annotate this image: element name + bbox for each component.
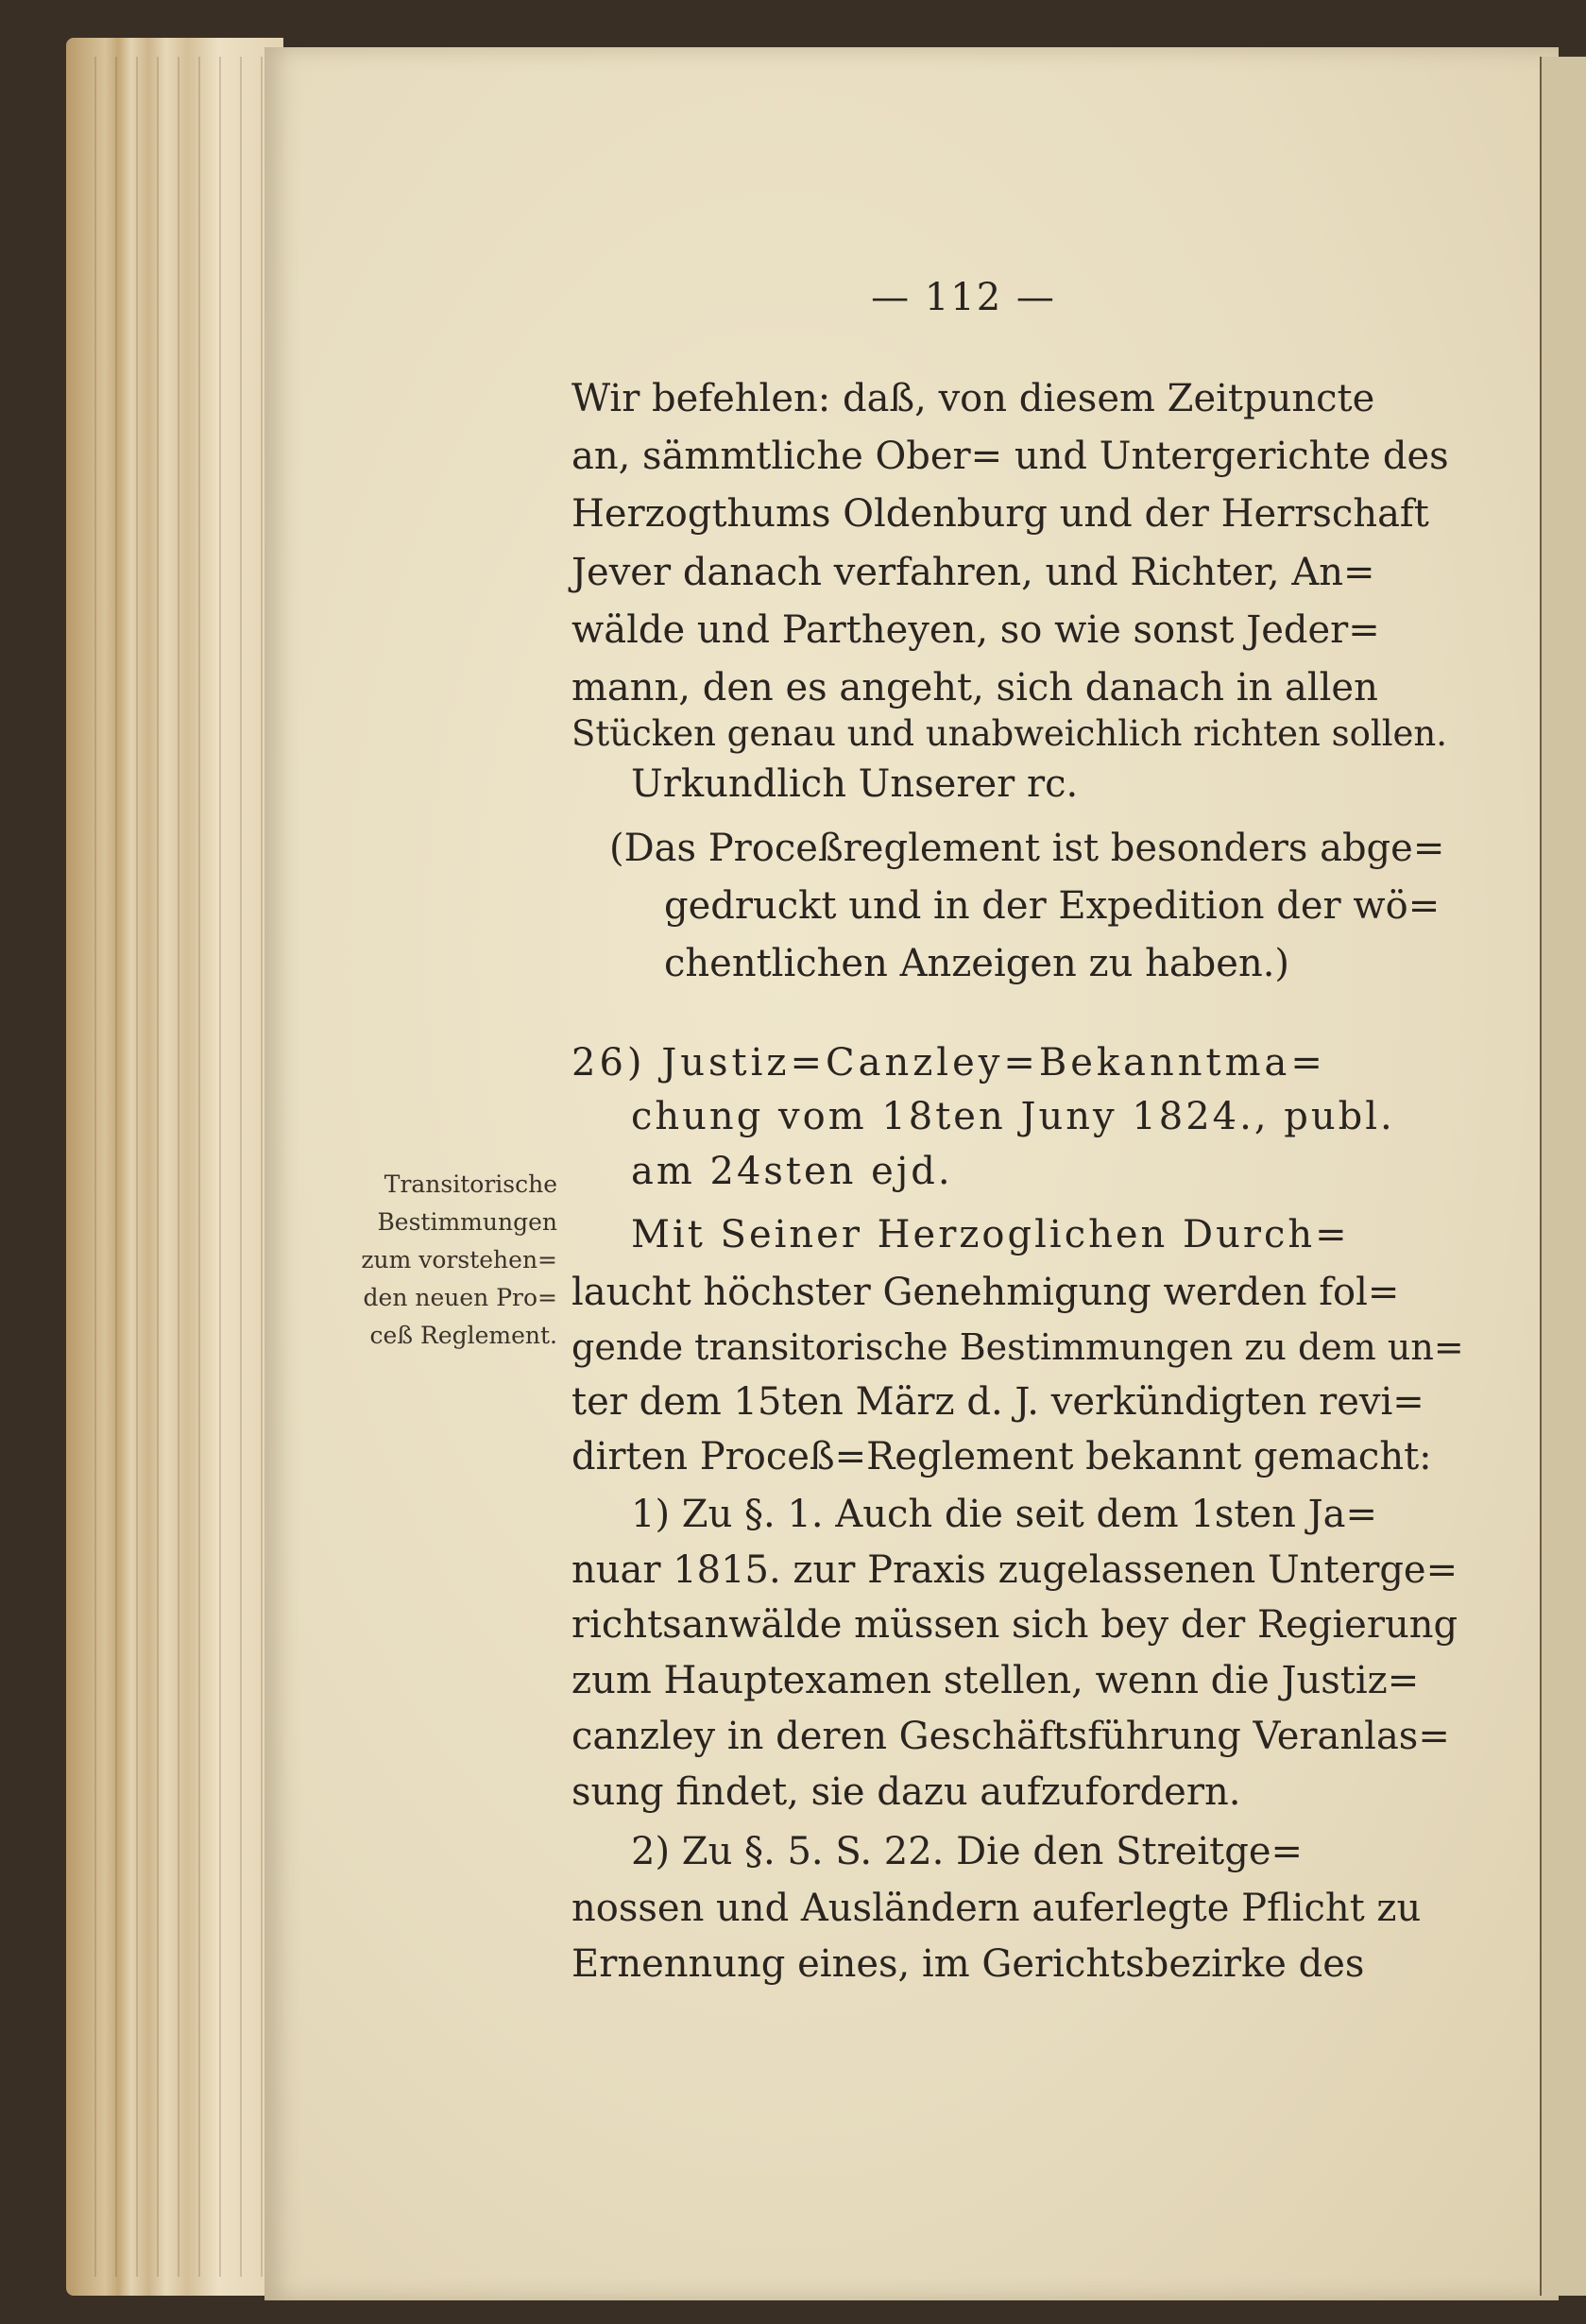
body-line: sung findet, sie dazu aufzufordern.	[571, 1770, 1241, 1814]
body-line: an, sämmtliche Ober= und Untergerichte des	[571, 435, 1449, 478]
margin-note-line: Transitorische	[384, 1171, 557, 1198]
margin-note-line: den neuen Pro=	[363, 1284, 557, 1311]
section-heading: 26) Justiz=Canzley=Bekanntma=	[571, 1041, 1326, 1085]
body-line: zum Hauptexamen stellen, wenn die Justiz=	[571, 1659, 1420, 1702]
page-number: — 112 —	[871, 276, 1056, 319]
body-line: Ernennung eines, im Gerichtsbezirke des	[571, 1942, 1365, 1986]
body-line: Herzogthums Oldenburg und der Herrschaft	[571, 492, 1429, 536]
body-line: 1) Zu §. 1. Auch die seit dem 1sten Ja=	[631, 1493, 1377, 1536]
body-line: nossen und Ausländern auferlegte Pflicht zu	[571, 1887, 1422, 1930]
body-line: (Das Proceßreglement ist besonders abge=	[609, 827, 1445, 870]
body-line: Mit Seiner Herzoglichen Durch=	[631, 1213, 1350, 1256]
body-line: ter dem 15ten März d. J. verkündigten revi=	[571, 1380, 1424, 1424]
body-line: 2) Zu §. 5. S. 22. Die den Streitge=	[631, 1830, 1304, 1873]
body-line: chentlichen Anzeigen zu haben.)	[664, 942, 1290, 985]
body-line: Jever danach verfahren, und Richter, An=	[571, 551, 1375, 594]
section-heading: chung vom 18ten Juny 1824., publ.	[631, 1095, 1395, 1138]
body-line: gedruckt und in der Expedition der wö=	[664, 884, 1441, 928]
body-line: dirten Proceß=Reglement bekannt gemacht:	[571, 1435, 1432, 1478]
body-line: Urkundlich Unserer rc.	[631, 762, 1079, 806]
body-line: Wir befehlen: daß, von diesem Zeitpuncte	[571, 377, 1375, 420]
margin-note-line: zum vorstehen=	[361, 1246, 557, 1273]
margin-note-line: ceß Reglement.	[369, 1322, 557, 1349]
body-line: Stücken genau und unabweichlich richten sollen.	[571, 713, 1448, 754]
body-line: richtsanwälde müssen sich bey der Regierung	[571, 1603, 1458, 1647]
body-line: wälde und Partheyen, so wie sonst Jeder=	[571, 608, 1380, 652]
facing-page-edge	[1540, 57, 1586, 2296]
body-line: mann, den es angeht, sich danach in allen	[571, 666, 1378, 709]
body-line: canzley in deren Geschäftsführung Veranlas=	[571, 1715, 1450, 1758]
stacked-page-edges	[94, 57, 264, 2277]
body-line: nuar 1815. zur Praxis zugelassenen Unterge=	[571, 1548, 1458, 1592]
section-heading: am 24sten ejd.	[631, 1150, 953, 1193]
body-line: gende transitorische Bestimmungen zu dem un=	[571, 1326, 1464, 1368]
body-line: laucht höchster Genehmigung werden fol=	[571, 1271, 1400, 1314]
margin-note-line: Bestimmungen	[377, 1208, 557, 1236]
